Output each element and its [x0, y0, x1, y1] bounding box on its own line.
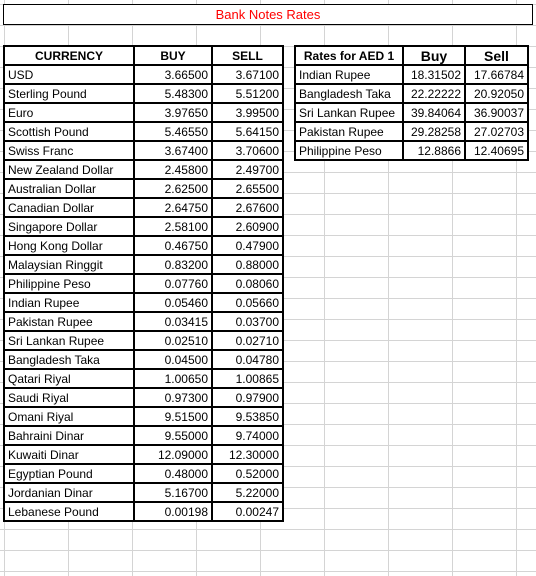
currency-cell: Malaysian Ringgit: [4, 255, 134, 274]
header-buy: Buy: [403, 46, 465, 65]
currency-cell: Euro: [4, 103, 134, 122]
page-title: Bank Notes Rates: [3, 4, 533, 25]
currency-cell: Swiss Franc: [4, 141, 134, 160]
table-row: [4, 198, 283, 217]
sell-cell: 0.97900: [212, 388, 283, 407]
sell-cell: 5.51200: [212, 84, 283, 103]
buy-cell: 12.09000: [134, 445, 212, 464]
sell-cell: 27.02703: [465, 122, 528, 141]
buy-cell: 0.46750: [134, 236, 212, 255]
buy-cell: 2.45800: [134, 160, 212, 179]
buy-cell: 18.31502: [403, 65, 465, 84]
sell-cell: 2.49700: [212, 160, 283, 179]
table-header-row: [295, 46, 528, 65]
currency-cell: Bahraini Dinar: [4, 426, 134, 445]
table-row: [295, 103, 528, 122]
currency-cell: Scottish Pound: [4, 122, 134, 141]
header-buy: BUY: [134, 46, 212, 65]
table-row: [4, 179, 283, 198]
currency-cell: Jordanian Dinar: [4, 483, 134, 502]
table-row: [4, 255, 283, 274]
table-row: [4, 141, 283, 160]
sell-cell: 0.05660: [212, 293, 283, 312]
buy-cell: 29.28258: [403, 122, 465, 141]
table-row: [4, 350, 283, 369]
table-row: [4, 388, 283, 407]
table-header-row: [4, 46, 283, 65]
sell-cell: 12.30000: [212, 445, 283, 464]
currency-cell: Sterling Pound: [4, 84, 134, 103]
buy-cell: 2.58100: [134, 217, 212, 236]
table-row: [4, 274, 283, 293]
header-sell: SELL: [212, 46, 283, 65]
currency-cell: Bangladesh Taka: [295, 84, 403, 103]
currency-cell: Canadian Dollar: [4, 198, 134, 217]
sell-cell: 36.90037: [465, 103, 528, 122]
table-row: [4, 217, 283, 236]
currency-cell: Kuwaiti Dinar: [4, 445, 134, 464]
sell-cell: 9.74000: [212, 426, 283, 445]
table-row: [4, 236, 283, 255]
buy-cell: 0.04500: [134, 350, 212, 369]
table-row: [4, 293, 283, 312]
buy-cell: 5.48300: [134, 84, 212, 103]
header-currency: CURRENCY: [4, 46, 134, 65]
sell-cell: 0.00247: [212, 502, 283, 521]
currency-rates-table: [3, 45, 284, 522]
sell-cell: 12.40695: [465, 141, 528, 160]
sell-cell: 0.47900: [212, 236, 283, 255]
table-row: [4, 331, 283, 350]
header-sell: Sell: [465, 46, 528, 65]
currency-cell: Bangladesh Taka: [4, 350, 134, 369]
currency-cell: Sri Lankan Rupee: [295, 103, 403, 122]
buy-cell: 22.22222: [403, 84, 465, 103]
currency-cell: Pakistan Rupee: [4, 312, 134, 331]
sell-cell: 5.64150: [212, 122, 283, 141]
currency-cell: Hong Kong Dollar: [4, 236, 134, 255]
table-row: [4, 122, 283, 141]
sell-cell: 0.52000: [212, 464, 283, 483]
currency-cell: Philippine Peso: [295, 141, 403, 160]
currency-cell: Lebanese Pound: [4, 502, 134, 521]
buy-cell: 0.05460: [134, 293, 212, 312]
buy-cell: 0.02510: [134, 331, 212, 350]
table-row: [4, 502, 283, 521]
buy-cell: 0.48000: [134, 464, 212, 483]
sell-cell: 2.60900: [212, 217, 283, 236]
currency-cell: New Zealand Dollar: [4, 160, 134, 179]
table-row: [4, 464, 283, 483]
table-row: [295, 65, 528, 84]
currency-cell: Pakistan Rupee: [295, 122, 403, 141]
currency-cell: Qatari Riyal: [4, 369, 134, 388]
table-row: [4, 312, 283, 331]
buy-cell: 39.84064: [403, 103, 465, 122]
table-row: [295, 84, 528, 103]
sell-cell: 3.99500: [212, 103, 283, 122]
buy-cell: 2.64750: [134, 198, 212, 217]
table-row: [4, 483, 283, 502]
buy-cell: 0.03415: [134, 312, 212, 331]
currency-cell: USD: [4, 65, 134, 84]
buy-cell: 0.07760: [134, 274, 212, 293]
aed-rates-table: [294, 45, 529, 161]
currency-cell: Sri Lankan Rupee: [4, 331, 134, 350]
sell-cell: 0.08060: [212, 274, 283, 293]
table-row: [4, 445, 283, 464]
table-row: [4, 407, 283, 426]
sell-cell: 5.22000: [212, 483, 283, 502]
buy-cell: 9.51500: [134, 407, 212, 426]
buy-cell: 1.00650: [134, 369, 212, 388]
sell-cell: 0.03700: [212, 312, 283, 331]
buy-cell: 2.62500: [134, 179, 212, 198]
buy-cell: 3.66500: [134, 65, 212, 84]
buy-cell: 0.00198: [134, 502, 212, 521]
sell-cell: 0.04780: [212, 350, 283, 369]
buy-cell: 5.16700: [134, 483, 212, 502]
sell-cell: 9.53850: [212, 407, 283, 426]
sell-cell: 2.65500: [212, 179, 283, 198]
currency-cell: Indian Rupee: [295, 65, 403, 84]
sell-cell: 0.88000: [212, 255, 283, 274]
table-row: [4, 160, 283, 179]
currency-cell: Omani Riyal: [4, 407, 134, 426]
table-row: [4, 65, 283, 84]
buy-cell: 0.83200: [134, 255, 212, 274]
buy-cell: 9.55000: [134, 426, 212, 445]
sell-cell: 2.67600: [212, 198, 283, 217]
table-row: [4, 426, 283, 445]
sell-cell: 1.00865: [212, 369, 283, 388]
sell-cell: 3.67100: [212, 65, 283, 84]
buy-cell: 0.97300: [134, 388, 212, 407]
sell-cell: 3.70600: [212, 141, 283, 160]
buy-cell: 12.8866: [403, 141, 465, 160]
table-row: [4, 84, 283, 103]
table-row: [295, 141, 528, 160]
currency-cell: Egyptian Pound: [4, 464, 134, 483]
buy-cell: 3.67400: [134, 141, 212, 160]
table-row: [4, 103, 283, 122]
header-rates-for-aed: Rates for AED 1: [295, 46, 403, 65]
currency-cell: Australian Dollar: [4, 179, 134, 198]
buy-cell: 5.46550: [134, 122, 212, 141]
currency-cell: Singapore Dollar: [4, 217, 134, 236]
currency-cell: Saudi Riyal: [4, 388, 134, 407]
sell-cell: 0.02710: [212, 331, 283, 350]
sell-cell: 17.66784: [465, 65, 528, 84]
buy-cell: 3.97650: [134, 103, 212, 122]
sell-cell: 20.92050: [465, 84, 528, 103]
currency-cell: Philippine Peso: [4, 274, 134, 293]
table-row: [295, 122, 528, 141]
currency-cell: Indian Rupee: [4, 293, 134, 312]
table-row: [4, 369, 283, 388]
